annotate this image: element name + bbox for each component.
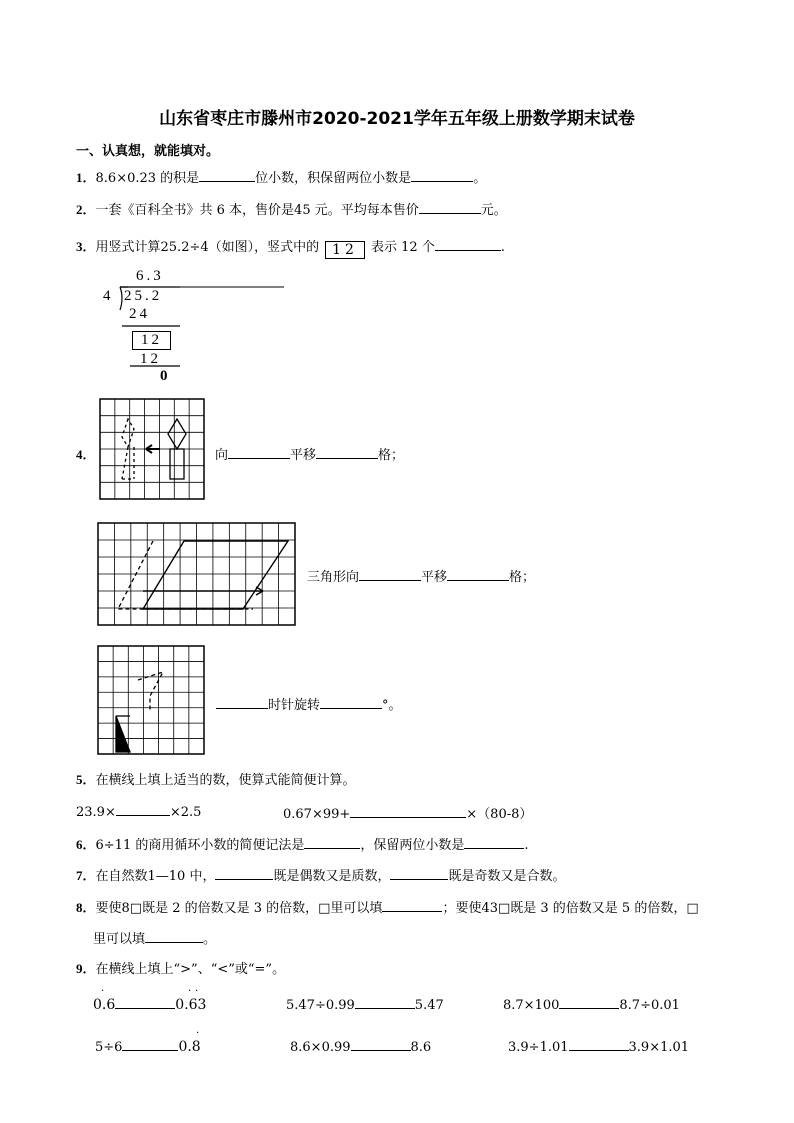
question-2: 2．一套《百科全书》共 6 本，售价是45 元。平均每本售价 元。 bbox=[76, 202, 507, 218]
step-2: 12 bbox=[140, 351, 161, 367]
answer-blank[interactable] bbox=[216, 696, 268, 709]
answer-blank[interactable] bbox=[569, 1038, 629, 1051]
boxed-number: 12 bbox=[325, 241, 365, 259]
rotation-grid bbox=[98, 646, 208, 756]
answer-blank[interactable] bbox=[320, 696, 382, 709]
answer-blank[interactable] bbox=[559, 996, 619, 1009]
answer-blank[interactable] bbox=[116, 803, 170, 816]
question-1: 1．8.6×0.23 的积是 位小数，积保留两位小数是 。 bbox=[76, 170, 487, 186]
remainder: 0 bbox=[160, 368, 171, 384]
answer-blank[interactable] bbox=[447, 568, 509, 581]
repeat-dot: · bbox=[101, 986, 105, 997]
repeat-dot: · bbox=[196, 1028, 200, 1039]
question-9: 9．在横线上填上“>”、“<”或“=”。 bbox=[76, 961, 286, 977]
answer-blank[interactable] bbox=[304, 836, 360, 849]
answer-blank[interactable] bbox=[419, 201, 481, 214]
page-title: 山东省枣庄市滕州市2020-2021学年五年级上册数学期末试卷 bbox=[159, 109, 635, 129]
answer-blank[interactable] bbox=[351, 1038, 411, 1051]
answer-blank[interactable] bbox=[316, 446, 378, 459]
answer-blank[interactable] bbox=[390, 867, 448, 880]
q5-expression-1: 23.9× ×2.5 bbox=[76, 805, 202, 820]
divisor: 4 bbox=[103, 288, 114, 304]
q9-item-3: 8.7×100 8.7÷0.01 bbox=[503, 998, 680, 1013]
answer-blank[interactable] bbox=[145, 930, 203, 943]
question-7: 7．在自然数1—10 中， 既是偶数又是质数， 既是奇数又是合数。 bbox=[76, 868, 566, 884]
repeat-dot: · bbox=[188, 986, 192, 997]
answer-blank[interactable] bbox=[464, 836, 524, 849]
translation-grid-2 bbox=[98, 523, 298, 627]
answer-blank[interactable] bbox=[122, 1038, 178, 1051]
answer-blank[interactable] bbox=[350, 805, 466, 818]
answer-blank[interactable] bbox=[411, 169, 473, 182]
dividend: 25.2 bbox=[124, 288, 163, 304]
question-4-number: 4． bbox=[76, 447, 96, 462]
q9-item-4: 5÷6 0.8 bbox=[95, 1039, 201, 1055]
question-8: 8．要使8□既是 2 的倍数又是 3 的倍数，□里可以填 ；要使43□既是 3 的倍数又是 5 的倍数，□ bbox=[76, 900, 699, 916]
q9-item-6: 3.9÷1.01 3.9×1.01 bbox=[508, 1040, 690, 1055]
q9-item-5: 8.6×0.99 8.6 bbox=[290, 1040, 432, 1055]
question-4a: 向 平移 格； bbox=[215, 448, 405, 463]
question-4b: 三角形向 平移 格； bbox=[307, 570, 536, 585]
answer-blank[interactable] bbox=[382, 899, 442, 912]
translation-grid-1 bbox=[100, 399, 210, 501]
q9-item-1: 0.6 0.63 bbox=[93, 997, 207, 1013]
answer-blank[interactable] bbox=[435, 238, 501, 251]
question-4c: 时针旋转 °。 bbox=[216, 694, 402, 713]
division-lines bbox=[100, 270, 200, 390]
question-3: 3．用竖式计算25.2÷4（如图），竖式中的 12 表示 12 个 . bbox=[76, 239, 505, 258]
q9-item-2: 5.47÷0.99 5.47 bbox=[286, 998, 444, 1013]
answer-blank[interactable] bbox=[115, 996, 175, 1009]
question-8-line-2: 里可以填 。 bbox=[93, 932, 217, 947]
section-heading: 一、认真想，就能填对。 bbox=[76, 144, 220, 159]
answer-blank[interactable] bbox=[359, 568, 421, 581]
question-5: 5．在横线上填上适当的数，使算式能简便计算。 bbox=[76, 772, 356, 788]
answer-blank[interactable] bbox=[355, 996, 415, 1009]
answer-blank[interactable] bbox=[228, 446, 290, 459]
step-1: 24 bbox=[129, 306, 150, 322]
q5-expression-2: 0.67×99+ ×（80-8） bbox=[283, 807, 533, 822]
repeat-dot: · bbox=[195, 986, 199, 997]
answer-blank[interactable] bbox=[215, 867, 273, 880]
answer-blank[interactable] bbox=[199, 169, 255, 182]
boxed-remainder: 12 bbox=[132, 331, 171, 350]
quotient: 6.3 bbox=[136, 268, 164, 284]
question-6: 6．6÷11 的商用循环小数的简便记法是 ，保留两位小数是 . bbox=[76, 837, 529, 853]
